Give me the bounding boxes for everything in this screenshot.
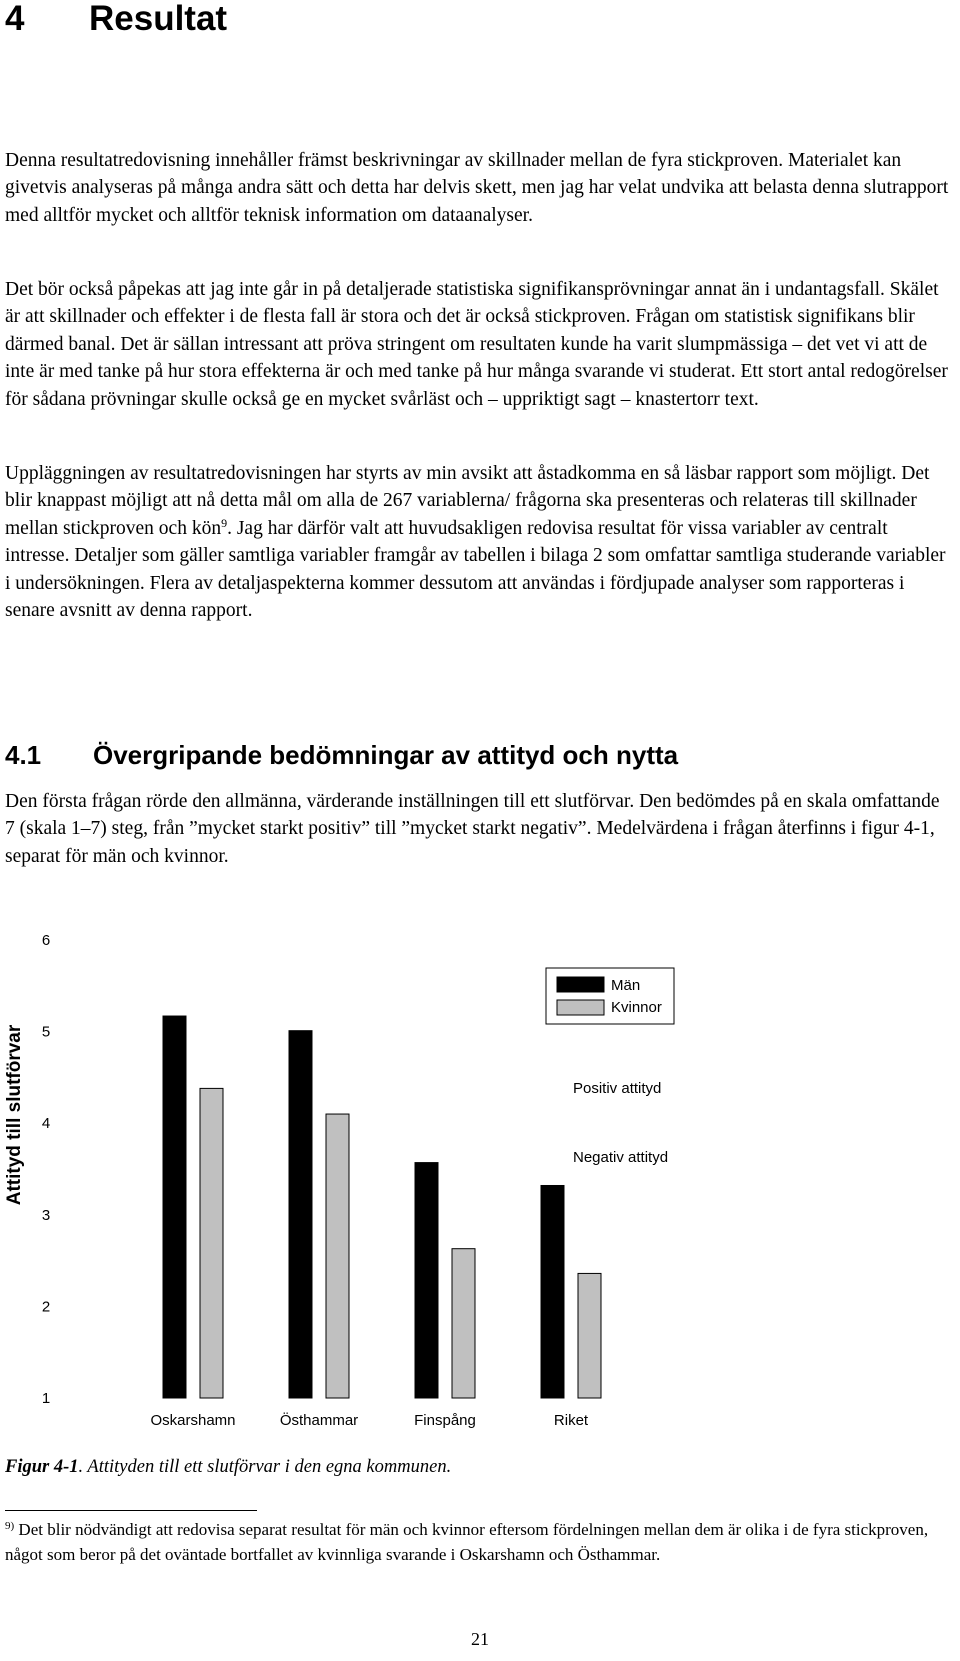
- bar-man: [541, 1185, 564, 1398]
- legend-swatch-kvinnor: [557, 1000, 604, 1015]
- annotation-negative: Negativ attityd: [573, 1149, 669, 1166]
- bar-kvinnor: [200, 1088, 223, 1398]
- bar-kvinnor: [452, 1249, 475, 1398]
- chapter-number: 4: [5, 0, 25, 38]
- y-tick-label: 6: [41, 932, 51, 949]
- attitude-bar-chart: [0, 920, 700, 1440]
- figure-caption-label: Figur 4-1: [5, 1457, 79, 1477]
- chapter-title: Resultat: [89, 0, 228, 38]
- y-tick-label: 2: [41, 1298, 51, 1316]
- legend-swatch-man: [557, 977, 604, 992]
- paragraph-structure-part2: . Jag har därför valt att huvudsakligen redovisa resultat för vissa variabler av centralt intresse. Detaljer som gäller samtliga variabler framgår av tabellen i bilaga 2 som omfattar samtliga studerande variabler i undersökningen. Flera av detaljaspekterna kommer dessutom att användas i fördjupade analyser som rapporteras i senare avsnitt av denna rapport.: [5, 517, 946, 622]
- x-tick-label: Riket: [553, 1412, 589, 1429]
- paragraph-first-question: Den första frågan rörde den allmänna, värderande inställningen till ett slutförvar. Den bedömdes på en skala omfattande 7 (skala 1–7) steg, från ”mycket starkt positiv” till ”mycket starkt negativ”. Medelvärdena i frågan återfinns i figur 4-1, separat för män och kvinnor.: [5, 791, 940, 867]
- x-axis-ticks: [150, 1411, 588, 1429]
- section-heading: [5, 740, 678, 770]
- x-tick-label: Finspång: [414, 1412, 476, 1429]
- x-tick-label: Östhammar: [279, 1412, 359, 1429]
- bar-kvinnor: [578, 1273, 601, 1398]
- footnote-reference: 9: [221, 515, 228, 530]
- y-axis-label: Attityd till slutförvar: [4, 1024, 25, 1206]
- section-number: 4.1: [5, 740, 42, 770]
- page-number: 21: [471, 1629, 489, 1649]
- annotation-positive: Positiv attityd: [573, 1080, 662, 1097]
- paragraph-structure-part1: Uppläggningen av resultatredovisningen har styrts av min avsikt att åstadkomma en så läsbar rapport som möjligt. Det blir knappast möjligt att nå detta mål om alla de 267 variablerna/ frågorna ska presenteras och relateras till skillnader mellan stickproven och kön: [5, 463, 930, 539]
- footnote-marker: 9): [5, 1520, 15, 1532]
- y-tick-label: 4: [41, 1115, 51, 1133]
- footnote-separator: [5, 1510, 257, 1511]
- y-axis-ticks: [42, 932, 50, 1407]
- section-title: Övergripande bedömningar av attityd och nytta: [93, 740, 679, 770]
- y-tick-label: 1: [41, 1390, 51, 1407]
- paragraph-structure: [5, 460, 950, 624]
- bar-kvinnor: [326, 1114, 349, 1398]
- paragraph-significance: Det bör också påpekas att jag inte går in på detaljerade statistiska signifikansprövningar annat än i undantagsfall. Skälet är att skillnader och effekter i de flesta fall är stora och det är också stickproven. Frågan om statistisk signifikans blir därmed banal. Det är sällan intressant att pröva stringent om resultaten kunde ha varit slumpmässiga – det vet vi att de inte är med tanke på hur stora effekterna är och med tanke på hur många svarande vi studerat. Ett stort antal redogörelser för sådana prövningar skulle också ge en mycket svårläst och – uppriktigt sagt – knastertorr text.: [5, 279, 948, 410]
- chapter-heading: [5, 0, 227, 38]
- figure-caption: [5, 1456, 451, 1478]
- bar-man: [289, 1031, 312, 1398]
- legend-label-kvinnor: Kvinnor: [611, 999, 662, 1016]
- footnote-text: Det blir nödvändigt att redovisa separat resultat för män och kvinnor eftersom fördelningen mellan dem är olika i de fyra stickproven, något som beror på det oväntade bortfallet av kvinnliga svarande i Oskarshamn och Östhammar.: [5, 1520, 929, 1564]
- footnote: [5, 1517, 945, 1567]
- figure-caption-text: . Attityden till ett slutförvar i den egna kommunen.: [78, 1457, 452, 1477]
- paragraph-intro: Denna resultatredovisning innehåller främst beskrivningar av skillnader mellan de fyra stickproven. Materialet kan givetvis analyseras på många andra sätt och detta har delvis skett, men jag har velat undvika att belasta denna slutrapport med alltför mycket och alltför teknisk information om dataanalyser.: [5, 150, 949, 226]
- bar-man: [163, 1016, 186, 1398]
- bars: [163, 1016, 601, 1398]
- x-tick-label: Oskarshamn: [150, 1412, 236, 1429]
- y-tick-label: 3: [41, 1206, 51, 1224]
- bar-man: [415, 1163, 438, 1398]
- y-tick-label: 5: [41, 1023, 51, 1041]
- legend-label-man: Män: [611, 977, 641, 994]
